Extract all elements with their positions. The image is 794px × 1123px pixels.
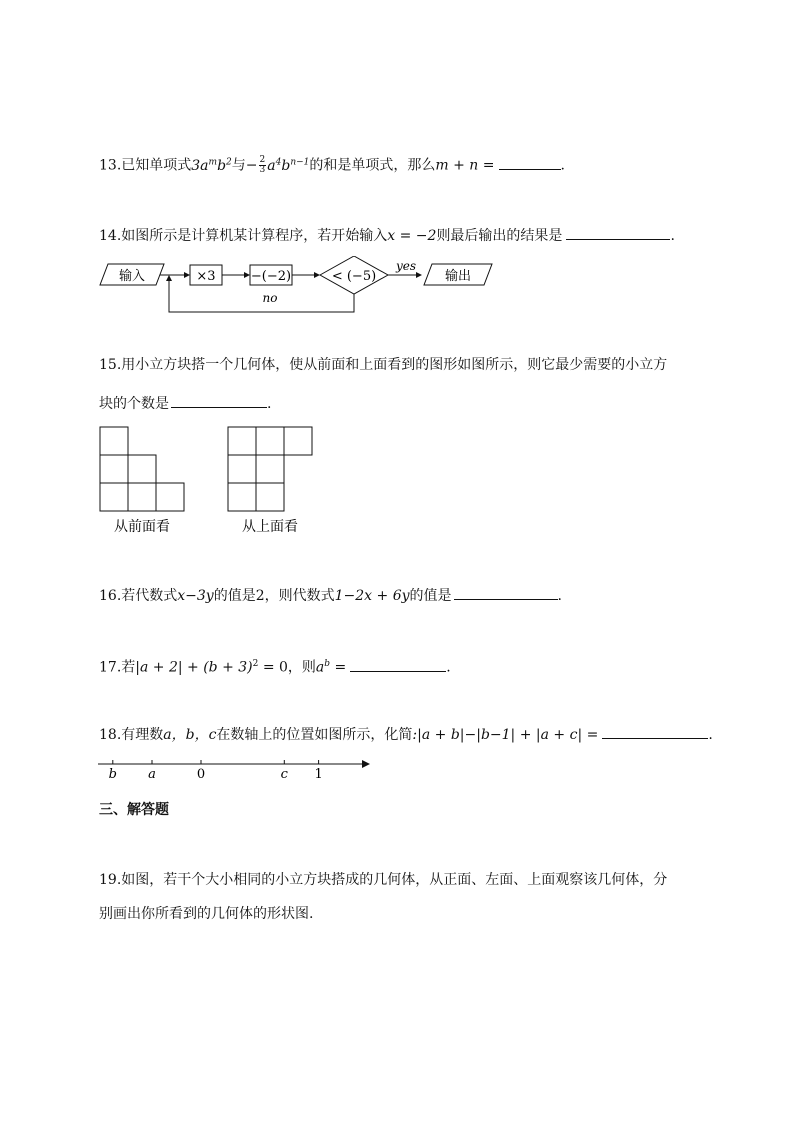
fraction: $\frac{2}{3}$: [259, 155, 266, 176]
svg-text:< (−5): < (−5): [331, 269, 377, 284]
answer-blank-17[interactable]: [350, 657, 446, 672]
flowchart: [94, 256, 504, 318]
flow-input-label: 输入: [118, 269, 146, 284]
axis-label: c: [280, 767, 288, 782]
axis-label: a: [148, 767, 156, 782]
svg-text:输出: 输出: [444, 269, 472, 284]
question-15: 15.用小立方块搭一个几何体，使从前面和上面看到的图形如图所示，则它最少需要的小立方: [99, 357, 668, 373]
axis-label: b: [108, 767, 117, 782]
number-line: [96, 754, 376, 784]
top-view-grid: [227, 426, 327, 538]
answer-blank-16[interactable]: [454, 585, 558, 600]
svg-text:×3: ×3: [196, 269, 216, 284]
axis-label: 0: [196, 767, 206, 782]
svg-text:从前面看: 从前面看: [114, 519, 170, 535]
section-heading: 三、解答题: [99, 802, 169, 818]
answer-blank-18[interactable]: [602, 724, 708, 739]
answer-blank-13[interactable]: [499, 155, 561, 170]
answer-blank-14[interactable]: [566, 225, 670, 240]
svg-text:从上面看: 从上面看: [242, 519, 298, 535]
question-19-line2: 别画出你所看到的几何体的形状图.: [99, 906, 314, 922]
front-view-grid: [99, 426, 199, 538]
question-16: 16.若代数式x−3y的值是2，则代数式1−2x + 6y的值是 .: [99, 585, 562, 606]
question-19: 19.如图，若干个大小相同的小立方块搭成的几何体，从正面、左面、上面观察该几何体，分: [99, 872, 668, 888]
question-15-line2: 块的个数是 .: [99, 393, 271, 414]
question-14: 14.如图所示是计算机某计算程序，若开始输入x = −2则最后输出的结果是 .: [99, 225, 675, 246]
flow-yes-label: yes: [395, 259, 417, 273]
flow-no-label: no: [262, 291, 278, 305]
question-18: 18.有理数a，b，c在数轴上的位置如图所示，化简:|a + b|−|b−1| + |a + c| = .: [99, 724, 713, 745]
axis-label: 1: [314, 767, 323, 782]
question-13: 13.已知单项式$3a^mb^2$与− $\frac{2}{3}$ $a^4b^{n-1}$的和是单项式，那么m + n = .: [99, 155, 565, 176]
question-17: 17.若$|a + 2| + (b + 3)^2 = 0$，则$a^b$ = .: [99, 654, 451, 678]
axis-arrow: [362, 760, 370, 768]
svg-text:−(−2): −(−2): [250, 269, 292, 284]
answer-blank-15[interactable]: [171, 393, 267, 408]
